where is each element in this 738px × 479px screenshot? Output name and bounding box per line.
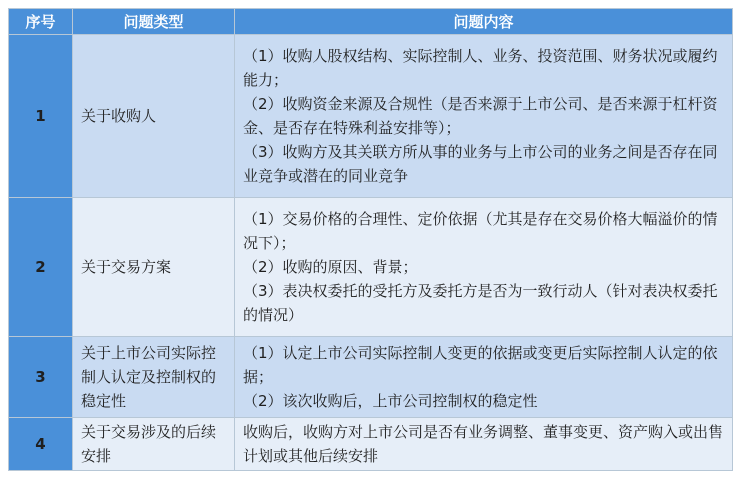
table-header [9, 9, 733, 35]
row-issue-type: 关于上市公司实际控制人认定及控制权的稳定性 [73, 337, 235, 418]
header-issue-content: 问题内容 [235, 9, 733, 35]
content-item: （2）收购的原因、背景； [243, 258, 418, 276]
table-body [9, 35, 733, 471]
issues-table [8, 8, 733, 471]
content-item: （2）该次收购后，上市公司控制权的稳定性 [243, 392, 538, 410]
row-issue-type: 关于交易方案 [73, 198, 235, 337]
header-issue-type: 问题类型 [73, 9, 235, 35]
row-number: 2 [9, 198, 73, 337]
row-issue-content [235, 418, 733, 471]
table-row [9, 35, 733, 198]
row-number: 4 [9, 418, 73, 471]
table-row [9, 337, 733, 418]
content-item: （1）收购人股权结构、实际控制人、业务、投资范围、财务状况或履约能力； [243, 47, 718, 89]
content-item: （3）表决权委托的受托方及委托方是否为一致行动人（针对表决权委托的情况） [243, 282, 718, 324]
row-issue-type: 关于收购人 [73, 35, 235, 198]
row-issue-content [235, 35, 733, 198]
row-issue-content [235, 337, 733, 418]
content-item: （2）收购资金来源及合规性（是否来源于上市公司、是否来源于杠杆资金、是否存在特殊利益安排等）； [243, 95, 718, 137]
content-item: （3）收购方及其关联方所从事的业务与上市公司的业务之间是否存在同业竞争或潜在的同业竞争 [243, 143, 718, 185]
row-issue-content [235, 198, 733, 337]
content-item: （1）交易价格的合理性、定价依据（尤其是存在交易价格大幅溢价的情况下）； [243, 210, 718, 252]
row-issue-type: 关于交易涉及的后续安排 [73, 418, 235, 471]
header-serial: 序号 [9, 9, 73, 35]
row-number: 1 [9, 35, 73, 198]
table-row [9, 198, 733, 337]
row-number: 3 [9, 337, 73, 418]
content-item: （1）认定上市公司实际控制人变更的依据或变更后实际控制人认定的依据； [243, 344, 718, 386]
header-row [9, 9, 733, 35]
content-item: 收购后，收购方对上市公司是否有业务调整、董事变更、资产购入或出售计划或其他后续安排 [243, 423, 724, 465]
table-row [9, 418, 733, 471]
